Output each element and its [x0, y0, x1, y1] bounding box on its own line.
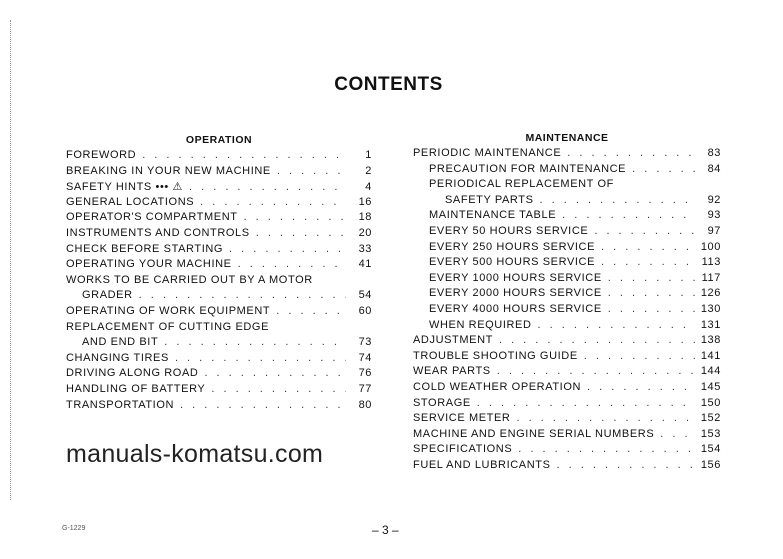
- toc-entry-label: FUEL AND LUBRICANTS: [413, 458, 551, 471]
- toc-entry: [413, 241, 721, 257]
- toc-entry-page: 100: [700, 240, 721, 253]
- dot-leader: [518, 443, 695, 455]
- toc-entry-label: EVERY 250 HOURS SERVICE: [429, 240, 596, 253]
- toc-entry-page: 145: [700, 380, 721, 393]
- toc-entry: [66, 211, 372, 227]
- toc-entry: [413, 459, 721, 475]
- toc-entry-page: 2: [365, 164, 372, 177]
- toc-entry-page: 1: [365, 149, 372, 161]
- toc-entry: [413, 350, 721, 366]
- toc-entry-label: WORKS TO BE CARRIED OUT BY A MOTOR: [66, 273, 313, 286]
- toc-entry-page: 77: [358, 382, 372, 395]
- page-number: – 3 –: [372, 523, 399, 537]
- dot-leader: [238, 258, 346, 270]
- watermark: manuals-komatsu.com: [66, 440, 324, 468]
- dot-leader: [142, 149, 346, 161]
- toc-entry: [413, 334, 721, 350]
- dot-leader: [516, 412, 694, 424]
- toc-entry: [413, 303, 721, 319]
- toc-entry-page: 41: [358, 258, 372, 271]
- toc-entry: [413, 381, 721, 397]
- toc-entry-label: PERIODIC MAINTENANCE: [413, 147, 562, 159]
- dot-leader: [204, 367, 346, 379]
- toc-entry-label: OPERATING OF WORK EQUIPMENT: [66, 304, 271, 317]
- dot-leader: [608, 303, 695, 315]
- toc-entry-label: GRADER: [82, 289, 133, 302]
- maintenance-toc-list: [413, 147, 721, 474]
- toc-entry-label: PRECAUTION FOR MAINTENANCE: [429, 162, 627, 175]
- toc-entry: [66, 243, 372, 259]
- toc-entry-page: 144: [700, 365, 721, 378]
- toc-entry-label: CHECK BEFORE STARTING: [66, 242, 224, 255]
- toc-entry-page: 131: [700, 318, 721, 331]
- toc-entry: [413, 209, 721, 225]
- toc-entry-page: 154: [700, 443, 721, 456]
- dot-leader: [276, 305, 346, 317]
- dot-leader: [139, 289, 346, 301]
- toc-entry-page: 74: [358, 351, 372, 364]
- toc-entry-page: 152: [700, 412, 721, 425]
- toc-entry-label: COLD WEATHER OPERATION: [413, 380, 582, 393]
- toc-entry-label: EVERY 1000 HOURS SERVICE: [429, 271, 602, 284]
- dot-leader: [567, 147, 695, 159]
- toc-entry: [413, 194, 721, 210]
- toc-entry-page: 138: [700, 334, 721, 347]
- toc-entry-label: STORAGE: [413, 396, 471, 409]
- operation-toc-list: [66, 149, 372, 414]
- dot-leader: [180, 399, 346, 411]
- toc-entry-page: 20: [358, 226, 372, 239]
- toc-entry: [413, 178, 721, 194]
- toc-entry-page: 76: [358, 367, 372, 380]
- toc-entry: [66, 165, 372, 181]
- toc-entry-label: CHANGING TIRES: [66, 351, 169, 364]
- dot-leader: [562, 209, 695, 221]
- dot-leader: [557, 459, 695, 471]
- toc-entry: [413, 225, 721, 241]
- toc-entry-label: OPERATING YOUR MACHINE: [66, 258, 232, 271]
- toc-entry: [66, 399, 372, 415]
- toc-entry: [66, 367, 372, 383]
- dot-leader: [608, 272, 695, 284]
- toc-entry-label: TROUBLE SHOOTING GUIDE: [413, 349, 578, 362]
- dot-leader: [587, 381, 695, 393]
- dot-leader: [175, 352, 346, 364]
- toc-entry-label: DRIVING ALONG ROAD: [66, 367, 199, 380]
- toc-entry-page: 130: [700, 302, 721, 315]
- toc-entry: [413, 428, 721, 444]
- toc-entry-label: GENERAL LOCATIONS: [66, 195, 195, 208]
- toc-entry-label: AND END BIT: [82, 336, 159, 349]
- dot-leader: [189, 181, 346, 193]
- operation-section: [66, 134, 372, 414]
- dot-leader: [229, 243, 346, 255]
- dot-leader: [540, 194, 695, 206]
- toc-entry-page: 73: [358, 336, 372, 349]
- toc-entry-label: MACHINE AND ENGINE SERIAL NUMBERS: [413, 427, 655, 440]
- toc-entry: [413, 163, 721, 179]
- toc-entry: [66, 352, 372, 368]
- toc-entry-page: 150: [700, 396, 721, 409]
- toc-entry-page: 54: [358, 289, 372, 302]
- toc-entry-label: ADJUSTMENT: [413, 334, 493, 347]
- dot-leader: [594, 225, 695, 237]
- toc-entry: [413, 319, 721, 335]
- maintenance-heading: MAINTENANCE: [525, 132, 609, 144]
- toc-entry-page: 153: [700, 427, 721, 440]
- toc-entry: [66, 274, 372, 290]
- toc-entry: [413, 412, 721, 428]
- toc-entry-label: INSTRUMENTS AND CONTROLS: [66, 226, 250, 239]
- dot-leader: [608, 287, 695, 299]
- toc-entry: [66, 336, 372, 352]
- dot-leader: [499, 334, 695, 346]
- toc-entry: [66, 305, 372, 321]
- toc-entry-label: SAFETY PARTS: [445, 193, 534, 206]
- toc-entry: [66, 321, 372, 337]
- dot-leader: [497, 365, 695, 377]
- dot-leader: [538, 319, 695, 331]
- dot-leader: [477, 397, 695, 409]
- toc-entry-page: 80: [358, 398, 372, 411]
- toc-entry-label: BREAKING IN YOUR NEW MACHINE: [66, 164, 271, 177]
- dot-leader: [244, 211, 346, 223]
- page-title: [0, 74, 783, 96]
- toc-entry: [66, 227, 372, 243]
- toc-entry-label: REPLACEMENT OF CUTTING EDGE: [66, 320, 270, 333]
- toc-entry: [413, 287, 721, 303]
- toc-entry-page: 97: [707, 224, 721, 237]
- toc-entry-page: 83: [707, 147, 721, 159]
- toc-entry-page: 117: [701, 271, 721, 284]
- toc-entry-page: 141: [700, 349, 721, 362]
- toc-entry-label: EVERY 50 HOURS SERVICE: [429, 224, 589, 237]
- toc-entry-label: TRANSPORTATION: [66, 398, 175, 411]
- toc-entry: [413, 147, 721, 163]
- toc-entry-label: EVERY 2000 HOURS SERVICE: [429, 287, 602, 300]
- toc-entry-label: SERVICE METER: [413, 412, 511, 425]
- dot-leader: [601, 256, 695, 268]
- toc-entry-page: 60: [358, 304, 372, 317]
- toc-entry-page: 16: [358, 195, 372, 208]
- toc-entry-label: PERIODICAL REPLACEMENT OF: [429, 178, 614, 191]
- dot-leader: [256, 227, 346, 239]
- toc-entry: [66, 196, 372, 212]
- toc-entry-page: 113: [701, 256, 721, 269]
- toc-entry: [66, 383, 372, 399]
- dot-leader: [211, 383, 346, 395]
- dot-leader: [200, 196, 346, 208]
- toc-entry: [413, 272, 721, 288]
- toc-entry-page: 84: [707, 162, 721, 175]
- toc-entry-label: HANDLING OF BATTERY: [66, 382, 206, 395]
- toc-entry: [66, 149, 372, 165]
- toc-entry-label: SPECIFICATIONS: [413, 443, 513, 456]
- toc-entry-label: EVERY 500 HOURS SERVICE: [429, 256, 596, 269]
- toc-entry: [413, 443, 721, 459]
- toc-entry-page: 92: [707, 193, 721, 206]
- toc-entry-page: 4: [365, 181, 372, 194]
- toc-entry: [413, 365, 721, 381]
- maintenance-section: [413, 132, 721, 474]
- toc-entry-page: 18: [358, 211, 372, 224]
- toc-entry: [66, 258, 372, 274]
- toc-entry-page: 126: [700, 287, 721, 300]
- toc-entry-page: 156: [700, 458, 721, 471]
- toc-entry-label: OPERATOR'S COMPARTMENT: [66, 211, 238, 224]
- dot-leader: [164, 336, 346, 348]
- toc-entry: [66, 180, 372, 196]
- toc-entry-page: 93: [707, 209, 721, 222]
- toc-entry-label: MAINTENANCE TABLE: [429, 209, 557, 222]
- dot-leader: [601, 241, 695, 253]
- toc-entry-label: FOREWORD: [66, 149, 137, 161]
- toc-entry-label: WEAR PARTS: [413, 365, 491, 378]
- dot-leader: [584, 350, 695, 362]
- dot-leader: [277, 165, 346, 177]
- toc-entry: [66, 289, 372, 305]
- title-text: CONTENTS: [334, 74, 443, 95]
- toc-entry-label: SAFETY HINTS ••• ⚠: [66, 181, 183, 194]
- toc-entry-page: 33: [358, 242, 372, 255]
- operation-heading: OPERATION: [185, 134, 253, 146]
- toc-entry: [413, 256, 721, 272]
- dot-leader: [660, 428, 695, 440]
- toc-entry-label: EVERY 4000 HOURS SERVICE: [429, 302, 602, 315]
- toc-entry: [413, 397, 721, 413]
- document-code: G-1229: [62, 525, 86, 532]
- toc-entry-label: WHEN REQUIRED: [429, 318, 532, 331]
- dot-leader: [632, 163, 695, 175]
